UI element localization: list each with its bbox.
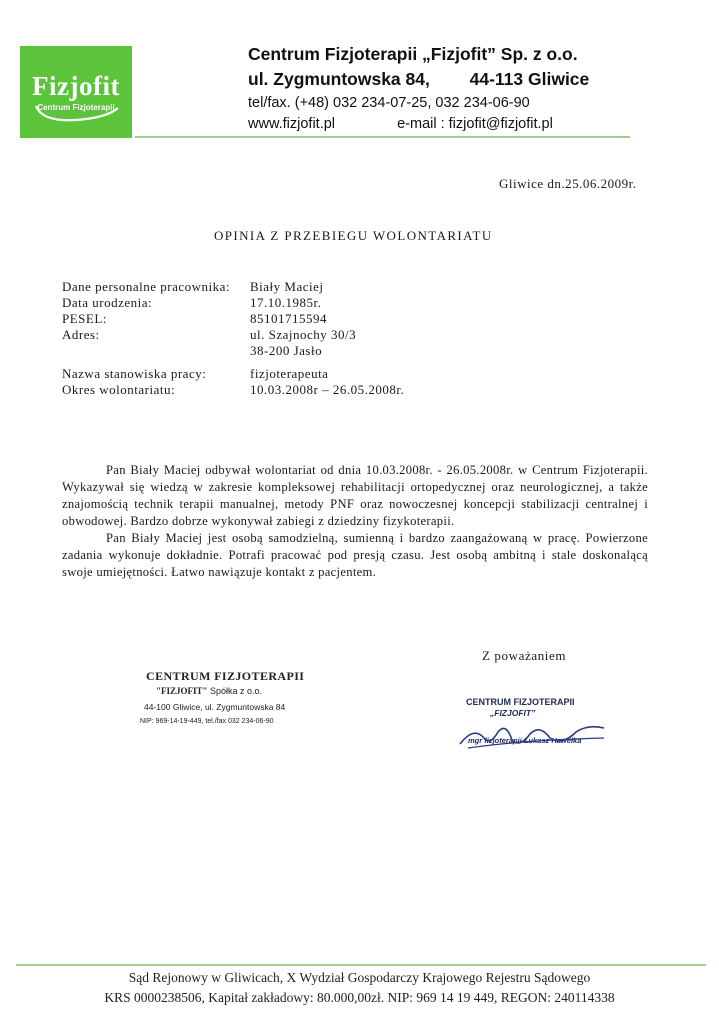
email-link[interactable]: e-mail : fizjofit@fizjofit.pl bbox=[397, 116, 553, 132]
field-value: 10.03.2008r – 26.05.2008r. bbox=[250, 382, 405, 397]
web-contact bbox=[248, 116, 589, 132]
field-value: ul. Szajnochy 30/3 bbox=[250, 327, 357, 342]
logo-subtitle: Centrum Fizjoterapii bbox=[37, 102, 115, 112]
field-value: 85101715594 bbox=[250, 311, 327, 326]
street: ul. Zygmuntowska 84, bbox=[248, 69, 430, 89]
field-label: Dane personalne pracownika: bbox=[62, 279, 230, 294]
paragraph: Pan Biały Maciej odbywał wolontariat od dnia 10.03.2008r. - 26.05.2008r. w Centrum Fizjoterapii. Wykazywał się wiedzą w zakresie kompleksowej rehabilitacji ortopedycznej oraz neurologicznej, a także znajomością technik terapii manualnej, metody PNF oraz nowoczesnej koncepcji stabilizacji centralnej i obwodowej. Bardzo dobrze wykonywał zabiegi z dziedziny fizykoterapii. bbox=[62, 463, 648, 528]
footer-court: Sąd Rejonowy w Gliwicach, X Wydział Gospodarczy Krajowego Rejestru Sądowego bbox=[128, 970, 591, 985]
field-row bbox=[62, 366, 404, 382]
field-value: Biały Maciej bbox=[250, 279, 324, 294]
field-row bbox=[62, 382, 404, 398]
header-divider bbox=[135, 136, 630, 138]
logo-swoosh-icon bbox=[32, 102, 120, 124]
field-row bbox=[62, 343, 404, 359]
letterhead bbox=[248, 44, 589, 132]
footer-registration: KRS 0000238506, Kapitał zakładowy: 80.000,00zł. NIP: 969 14 19 449, REGON: 240114338 bbox=[104, 990, 615, 1005]
field-row bbox=[62, 279, 404, 295]
field-label bbox=[62, 343, 250, 359]
paragraph: Pan Biały Maciej jest osobą samodzielną, sumienną i bardzo zaangażowaną w pracę. Powierzone zadania wykonuje dokładnie. Potrafi pracować pod presją czasu. Jest osobą ambitną i stale doskonalącą swoje umiejętności. Łatwo nawiązuje kontakt z pacjentem. bbox=[62, 531, 648, 579]
stamp-company-name bbox=[156, 686, 304, 696]
stamp-form: Spółka z o.o. bbox=[207, 686, 263, 696]
stamp-company-line: CENTRUM FIZJOTERAPII bbox=[146, 669, 305, 683]
company-stamp bbox=[140, 669, 304, 725]
field-label: Nazwa stanowiska pracy: bbox=[62, 366, 207, 381]
field-row bbox=[62, 327, 404, 343]
signer-name: mgr fizjoterapii Łukasz Hawełka bbox=[468, 736, 582, 745]
postal-city: 44-113 Gliwice bbox=[469, 69, 590, 89]
signature-stamp-name: „FIZJOFIT” bbox=[490, 708, 536, 718]
footer bbox=[0, 968, 719, 1008]
phone: tel/fax. (+48) 032 234-07-25, 032 234-06-90 bbox=[248, 95, 530, 111]
stamp-name: "FIZJOFIT" bbox=[156, 686, 208, 696]
field-value: fizjoterapeuta bbox=[250, 366, 329, 381]
field-label: Data urodzenia: bbox=[62, 295, 153, 310]
document-date: Gliwice dn.25.06.2009r. bbox=[499, 176, 637, 191]
company-address bbox=[248, 69, 589, 90]
signature-stamp-company: CENTRUM FIZJOTERAPII bbox=[466, 697, 575, 707]
logo-name: Fizjofit bbox=[32, 70, 120, 101]
website-link[interactable]: www.fizjofit.pl bbox=[248, 116, 336, 132]
stamp-ids: NIP: 969-14-19-449, tel./fax 032 234-06-90 bbox=[140, 718, 274, 725]
footer-divider bbox=[16, 964, 706, 966]
field-row bbox=[62, 295, 404, 311]
document-title: OPINIA Z PRZEBIEGU WOLONTARIATU bbox=[214, 228, 493, 243]
field-label: Adres: bbox=[62, 327, 100, 342]
closing-salutation: Z poważaniem bbox=[482, 648, 567, 663]
field-value: 38-200 Jasło bbox=[250, 343, 323, 358]
stamp-address: 44-100 Gliwice, ul. Zygmuntowska 84 bbox=[144, 702, 286, 712]
field-label: PESEL: bbox=[62, 311, 107, 326]
opinion-body bbox=[62, 462, 648, 581]
field-value: 17.10.1985r. bbox=[250, 295, 322, 310]
handwritten-signature bbox=[454, 718, 614, 754]
personal-data bbox=[62, 279, 404, 398]
company-name: Centrum Fizjoterapii „Fizjofit” Sp. z o.o. bbox=[248, 44, 578, 64]
field-row bbox=[62, 311, 404, 327]
field-label: Okres wolontariatu: bbox=[62, 382, 176, 397]
company-logo bbox=[20, 46, 132, 138]
